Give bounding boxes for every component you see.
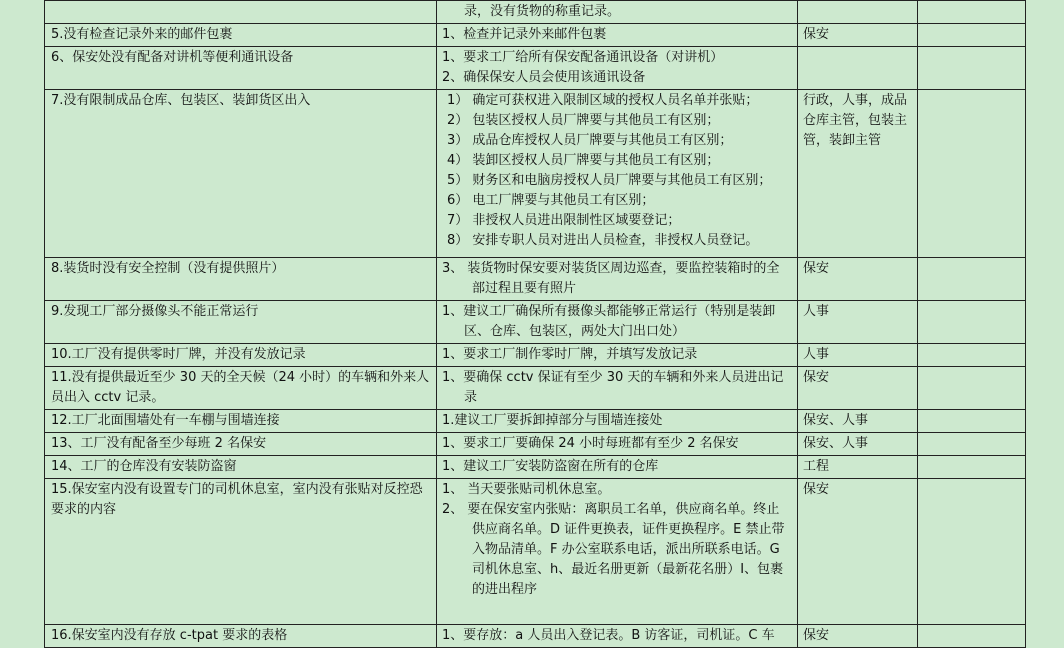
action-line: 1、 当天要张贴司机休息室。 [442,482,611,497]
action-cell [437,456,798,479]
issue-cell: 12.工厂北面围墙处有一车棚与围墙连接 [45,410,437,433]
issue-cell: 6、保安处没有配备对讲机等便利通讯设备 [45,47,437,90]
extra-cell [918,625,1026,648]
action-line: 1、要存放：a 人员出入登记表。B 访客证，司机证。C 车 [442,628,775,643]
action-line: 6） 电工厂牌要与其他员工有区别； [447,193,655,208]
action-line: 4） 装卸区授权人员厂牌要与其他员工有区别； [447,153,720,168]
action-line: 3、 装货物时保安要对装货区周边巡查，要监控装箱时的全部过程且要有照片 [442,261,780,296]
action-line: 1、要求工厂制作零时厂牌，并填写发放记录 [442,347,698,362]
issue-cell: 10.工厂没有提供零时厂牌，并没有发放记录 [45,344,437,367]
owner-cell: 保安、人事 [798,433,918,456]
owner-cell: 保安 [798,367,918,410]
table-row [45,1,1026,24]
issue-cell: 7.没有限制成品仓库、包装区、装卸货区出入 [45,90,437,258]
action-cell [437,433,798,456]
table-row [45,456,1026,479]
action-cell [437,301,798,344]
extra-cell [918,90,1026,258]
owner-cell: 行政，人事，成品仓库主管，包装主管，装卸主管 [798,90,918,258]
extra-cell [918,410,1026,433]
action-cell [437,410,798,433]
owner-cell: 人事 [798,301,918,344]
action-cell [437,367,798,410]
action-line: 1、建议工厂确保所有摄像头都能够正常运行（特别是装卸区、仓库、包装区，两处大门出口处） [442,304,776,339]
owner-cell: 保安 [798,479,918,625]
issue-cell: 9.发现工厂部分摄像头不能正常运行 [45,301,437,344]
extra-cell [918,456,1026,479]
extra-cell [918,258,1026,301]
owner-cell [798,1,918,24]
action-line: 1、要确保 cctv 保证有至少 30 天的车辆和外来人员进出记录 [442,370,784,405]
table-row [45,24,1026,47]
action-line: 1） 确定可获权进入限制区域的授权人员名单并张贴； [447,93,759,108]
extra-cell [918,47,1026,90]
table-row [45,301,1026,344]
table-row [45,367,1026,410]
action-line: 1.建议工厂要拆卸掉部分与围墙连接处 [442,413,663,428]
action-line: 7） 非授权人员进出限制性区域要登记； [447,213,681,228]
action-cell [437,258,798,301]
action-cell [437,479,798,625]
owner-cell: 人事 [798,344,918,367]
issue-cell: 14、工厂的仓库没有安装防盗窗 [45,456,437,479]
table-row [45,258,1026,301]
action-line: 1、要求工厂给所有保安配备通讯设备（对讲机） [442,50,724,65]
action-line: 8） 安排专职人员对进出人员检查，非授权人员登记。 [447,233,759,248]
table-row [45,47,1026,90]
table-row [45,625,1026,648]
action-line: 2） 包装区授权人员厂牌要与其他员工有区别； [447,113,720,128]
action-line: 2、 要在保安室内张贴：离职员工名单，供应商名单。终止供应商名单。D 证件更换表，证件更换程序。E 禁止带入物品清单。F 办公室联系电话，派出所联系电话。G 司机休息室、h、最近名册更新（最新花名册）I、包裹的进出程序 [442,502,785,597]
action-cell [437,344,798,367]
action-line: 2、确保保安人员会使用该通讯设备 [442,70,646,85]
extra-cell [918,1,1026,24]
table-row [45,433,1026,456]
issue-cell: 8.装货时没有安全控制（没有提供照片） [45,258,437,301]
table-row [45,344,1026,367]
extra-cell [918,367,1026,410]
action-cell [437,625,798,648]
owner-cell [798,47,918,90]
issue-cell: 11.没有提供最近至少 30 天的全天候（24 小时）的车辆和外来人员出入 cctv 记录。 [45,367,437,410]
owner-cell: 工程 [798,456,918,479]
extra-cell [918,433,1026,456]
action-line: 1、检查并记录外来邮件包裹 [442,27,607,42]
extra-cell [918,24,1026,47]
action-line: 录，没有货物的称重记录。 [464,4,621,19]
table-row [45,410,1026,433]
action-cell [437,24,798,47]
table-row [45,90,1026,258]
owner-cell: 保安 [798,24,918,47]
action-line: 1、要求工厂要确保 24 小时每班都有至少 2 名保安 [442,436,739,451]
action-line: 5） 财务区和电脑房授权人员厂牌要与其他员工有区别； [447,173,772,188]
security-corrective-action-table [44,0,1026,648]
issue-cell: 16.保安室内没有存放 c-tpat 要求的表格 [45,625,437,648]
issue-cell: 15.保安室内没有设置专门的司机休息室，室内没有张贴对反控恐要求的内容 [45,479,437,625]
action-cell [437,47,798,90]
owner-cell: 保安、人事 [798,410,918,433]
issue-cell: 13、工厂没有配备至少每班 2 名保安 [45,433,437,456]
extra-cell [918,479,1026,625]
owner-cell: 保安 [798,258,918,301]
issue-cell: 5.没有检查记录外来的邮件包裹 [45,24,437,47]
action-cell [437,90,798,258]
action-line: 3） 成品仓库授权人员厂牌要与其他员工有区别； [447,133,733,148]
action-line: 1、建议工厂安装防盗窗在所有的仓库 [442,459,659,474]
table-row [45,479,1026,625]
owner-cell: 保安 [798,625,918,648]
extra-cell [918,344,1026,367]
action-cell [437,1,798,24]
issue-cell [45,1,437,24]
extra-cell [918,301,1026,344]
